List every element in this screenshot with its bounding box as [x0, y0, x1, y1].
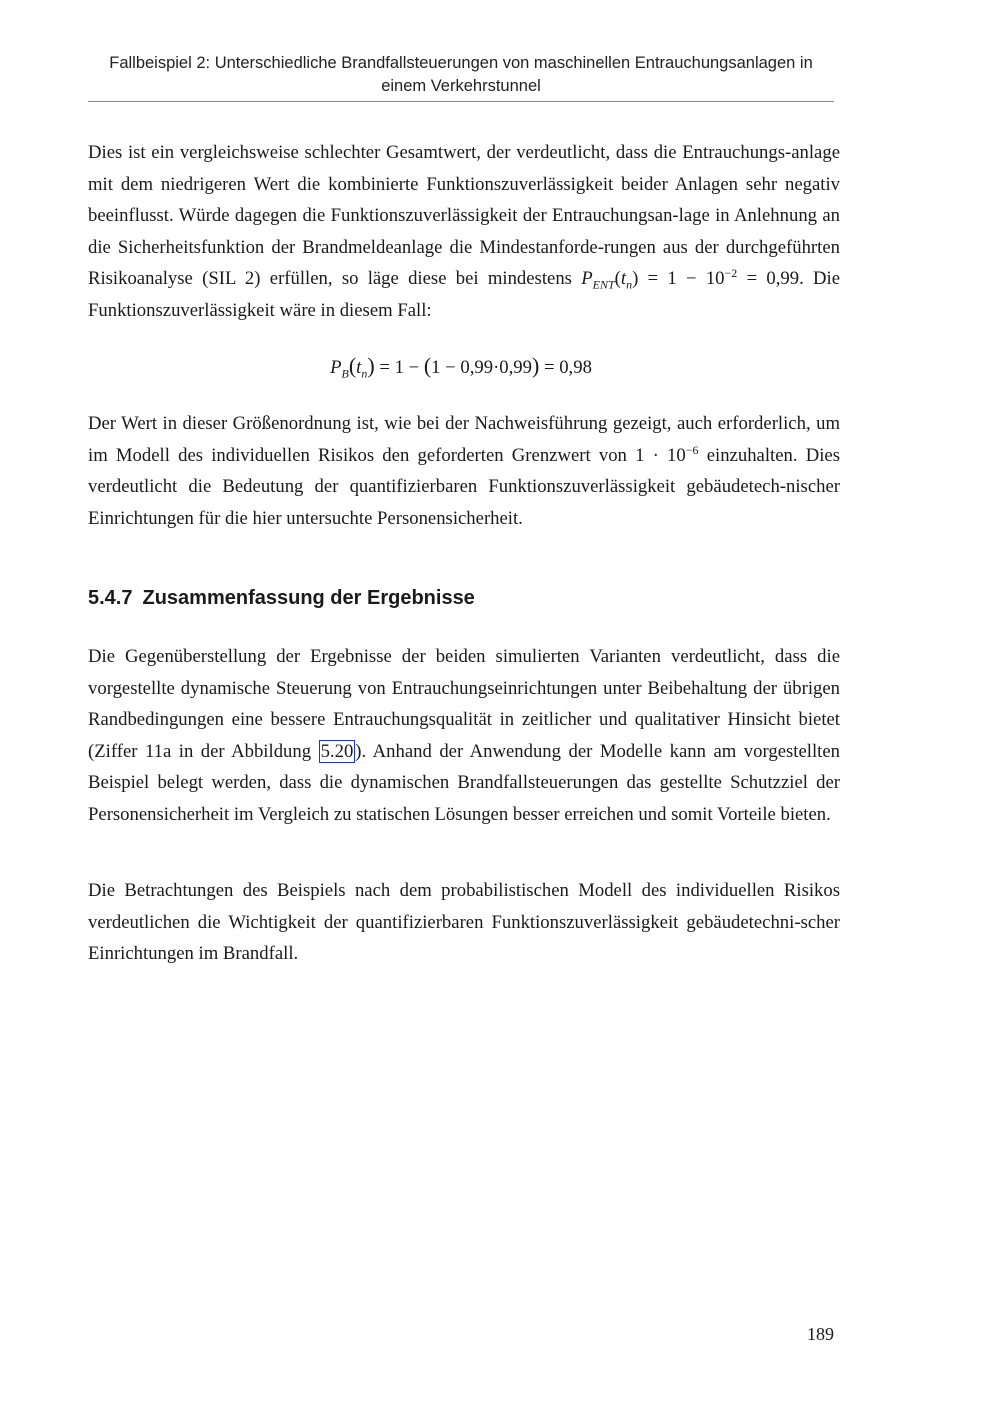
paragraph-4 — [88, 875, 840, 970]
running-header-line-1: Fallbeispiel 2: Unterschiedliche Brandfallsteuerungen von maschinellen Entrauchungsanlagen in — [109, 54, 813, 72]
section-title: Zusammenfassung der Ergebnisse — [142, 587, 475, 609]
paragraph-4-text: Die Betrachtungen des Beispiels nach dem probabilistischen Modell des individuellen Risikos verdeutlichen die Wichtigkeit der quantifizierbaren Funktionszuverlässigkeit gebäudetechni-scher Einrichtungen im Brandfall. — [88, 880, 840, 964]
paragraph-2-text-start: Der Wert in dieser Größenordnung ist, wie bei der Nachweisführung gezeigt, auch erforderlich, um im Modell des individuellen Risikos den geforderten Grenzwert von — [88, 413, 840, 466]
paragraph-3 — [88, 641, 840, 830]
paragraph-1-text-end: Die Funktionszuverlässigkeit wäre in diesem Fall: — [88, 268, 840, 321]
page-number: 189 — [807, 1324, 834, 1344]
paragraph-3-text-start: Die Gegenüberstellung der Ergebnisse der beiden simulierten Varianten verdeutlicht, dass die vorgestellte dynamische Steuerung von Entrauchungseinrichtungen unter Beibehaltung der übrigen Randbedingungen eine bessere Entrauchungsqualität in zeitlicher und qualitativer Hinsicht bietet (Ziffer 11a in der Abbildung — [88, 646, 840, 762]
header-divider — [88, 101, 834, 102]
section-number: 5.4.7 — [88, 587, 133, 609]
paragraph-3-text-end: ). Anhand der Anwendung der Modelle kann am vorgestellten Beispiel belegt werden, dass die dynamischen Brandfallsteuerungen das gestellte Schutzziel der Personensicherheit im Vergleich zu statischen Lösungen besser erreichen und somit Vorteile bieten. — [88, 740, 840, 825]
running-header-line-2: einem Verkehrstunnel — [381, 77, 541, 95]
paragraph-1 — [88, 137, 840, 326]
paragraph-2-text-end: einzuhalten. Dies verdeutlicht die Bedeutung der quantifizierbaren Funktionszuverlässigkeit gebäudetech-nischer Einrichtungen für die hier untersuchte Personensicherheit. — [88, 444, 840, 529]
paragraph-2 — [88, 408, 840, 534]
section-heading — [88, 583, 475, 613]
display-equation-p-b: $P_B(t_n) = 1 - (1 - 0,99\cdot 0,99) = 0,98$ — [330, 353, 592, 381]
inline-value-limit: $1 \cdot 10^{-6}$ — [635, 442, 699, 466]
inline-formula-p-ent: $P_{ENT}(t_n) = 1 - 10^{-2} = 0,99$. — [581, 265, 804, 292]
running-header — [88, 52, 834, 98]
figure-reference-link[interactable]: 5.20 — [320, 740, 354, 762]
paragraph-1-text: Dies ist ein vergleichsweise schlechter Gesamtwert, der verdeutlicht, dass die Entrauchungs-anlage mit dem niedrigeren Wert die kombinierte Funktionszuverlässigkeit beider Anlagen sehr negativ beeinflusst. Würde dagegen die Funktionszuverlässigkeit der Entrauchungsan-lage in Anlehnung an die Sicherheitsfunktion der Brandmeldeanlage die Mindestanforde-rungen aus der durchgeführten Risikoanalyse (SIL 2) erfüllen, so läge diese bei mindestens — [88, 142, 840, 289]
